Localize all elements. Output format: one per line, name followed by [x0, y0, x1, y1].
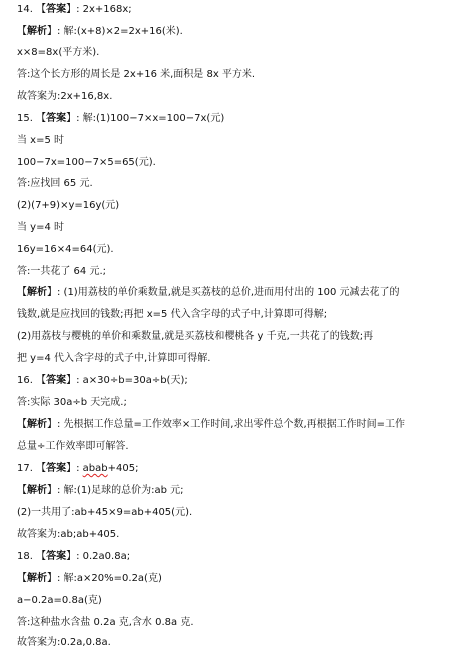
- q16-analysis-line: 【解析】: 先根据工作总量=工作效率×工作时间,求出零件总个数,再根据工作时间=工作: [17, 419, 406, 430]
- q14-area-line: x×8=8x(平方米).: [17, 47, 100, 58]
- q15-answer-2: 答:一共花了 64 元.;: [17, 266, 106, 277]
- q17-calc: (2)一共用了:ab+45×9=ab+405(元).: [17, 507, 193, 518]
- q18-answer-line: 18. 【答案】: 0.2a0.8a;: [17, 551, 131, 562]
- q15-calc-2: 16y=16×4=64(元).: [17, 244, 114, 255]
- q17-answer-line: 17. 【答案】: abab+405;: [17, 463, 139, 474]
- q15-analysis-line: 【解析】: (1)用荔枝的单价乘数量,就是买荔枝的总价,进而用付出的 100 元减去花了的: [17, 287, 400, 298]
- q16-answer-line: 16. 【答案】: a×30÷b=30a÷b(天);: [17, 375, 188, 386]
- q18-answer-sentence: 答:这种盐水含盐 0.2a 克,含水 0.8a 克.: [17, 617, 194, 628]
- q15-analysis-cont-3: 把 y=4 代入含字母的式子中,计算即可得解.: [17, 353, 211, 364]
- q14-analysis-line: 【解析】: 解:(x+8)×2=2x+16(米).: [17, 26, 183, 37]
- spellcheck-underlined-text: abab: [82, 463, 108, 474]
- q16-analysis-cont: 总量÷工作效率即可解答.: [17, 441, 129, 452]
- q15-analysis-cont-1: 钱数,就是应找回的钱数;再把 x=5 代入含字母的式子中,计算即可得解;: [17, 309, 328, 320]
- q15-part-2: (2)(7+9)×y=16y(元): [17, 200, 120, 211]
- q18-analysis-line: 【解析】: 解:a×20%=0.2a(克): [17, 573, 162, 584]
- q16-answer-sentence: 答:实际 30a÷b 天完成.;: [17, 397, 127, 408]
- q18-calc: a−0.2a=0.8a(克): [17, 595, 102, 606]
- q14-answer-line: 14. 【答案】: 2x+168x;: [17, 4, 132, 15]
- q17-analysis-line: 【解析】: 解:(1)足球的总价为:ab 元;: [17, 485, 184, 496]
- q15-when-x: 当 x=5 时: [17, 135, 65, 146]
- q15-when-y: 当 y=4 时: [17, 222, 65, 233]
- q15-answer-1: 答:应找回 65 元.: [17, 178, 93, 189]
- q14-answer-sentence: 答:这个长方形的周长是 2x+16 米,面积是 8x 平方米.: [17, 69, 256, 80]
- q17-final-answer: 故答案为:ab;ab+405.: [17, 529, 120, 540]
- q14-final-answer: 故答案为:2x+16,8x.: [17, 91, 113, 102]
- q15-analysis-cont-2: (2)用荔枝与樱桃的单价和乘数量,就是买荔枝和樱桃各 y 千克,一共花了的钱数;再: [17, 331, 374, 342]
- q18-final-answer: 故答案为:0.2a,0.8a.: [17, 637, 111, 648]
- q15-answer-line: 15. 【答案】: 解:(1)100−7×x=100−7x(元): [17, 113, 225, 124]
- q15-calc-1: 100−7x=100−7×5=65(元).: [17, 157, 156, 168]
